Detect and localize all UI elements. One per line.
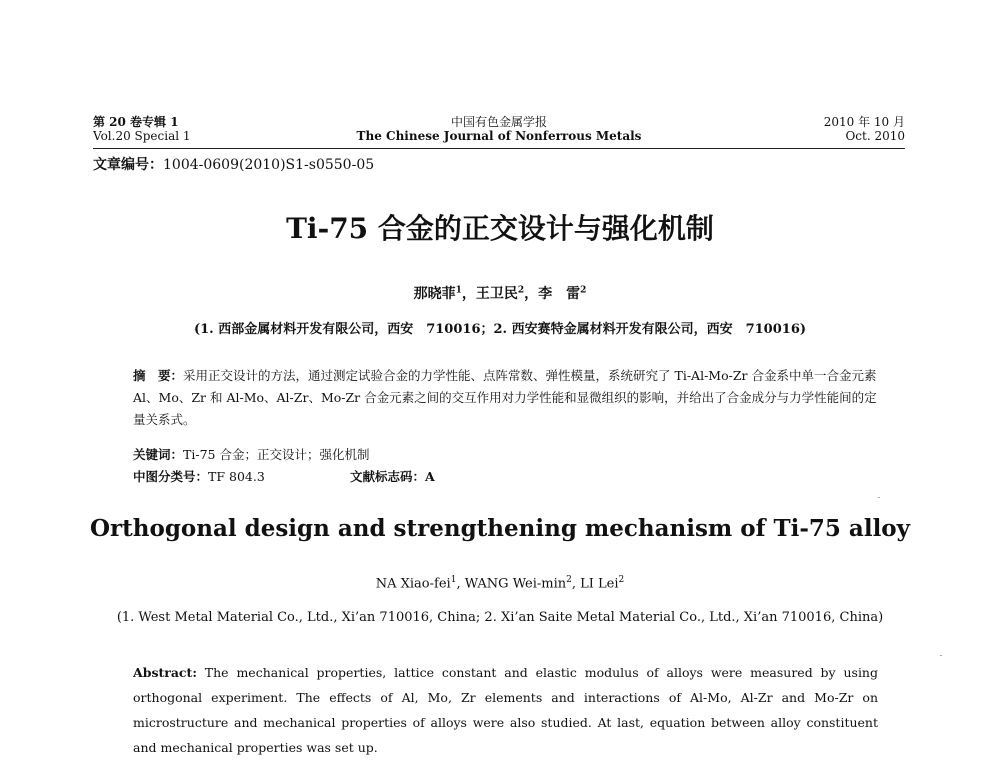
title-cn: Ti-75 合金的正交设计与强化机制 bbox=[286, 212, 714, 245]
volume-cn: 第 20 卷专辑 1 bbox=[93, 115, 179, 129]
keywords-cn bbox=[133, 445, 369, 463]
author-sup: 2 bbox=[566, 575, 572, 585]
clc-value: TF 804.3 bbox=[208, 469, 265, 484]
abstract-en-text: The mechanical properties, lattice constant and elastic modulus of alloys were measured by using orthogonal experiment. The effects of Al, Mo, Zr elements and interactions of Al-Mo, Al-Zr and Mo-Zr on microstructure and mechanical properties of alloys were also studied. At last, equation between alloy constituent and mechanical properties was set up. bbox=[133, 665, 878, 755]
abstract-cn-text: 采用正交设计的方法，通过测定试验合金的力学性能、点阵常数、弹性模量，系统研究了 Ti-Al-Mo-Zr 合金系中单一合金元素 Al、Mo、Zr 和 Al-Mo、Al-Zr、Mo-Zr 合金元素之间的交互作用对力学性能和显微组织的影响，并给出了合金成分与力学性能间的定量关系式。 bbox=[133, 368, 877, 427]
affiliation-en: (1. West Metal Material Co., Ltd., Xi’an 710016, China; 2. Xi’an Saite Metal Material Co., Ltd., Xi’an 710016, China) bbox=[116, 610, 884, 625]
author-cn: 王卫民 bbox=[475, 286, 518, 302]
journal-name-cn: 中国有色金属学报 bbox=[450, 115, 547, 129]
scan-speck bbox=[878, 497, 880, 498]
authors-en: NA Xiao-fei$^1$, WANG Wei-$\min^2$, LI Lei$^2$ bbox=[375, 575, 625, 592]
journal-name-en: The Chinese Journal of Nonferrous Metals bbox=[356, 129, 642, 143]
clc-number bbox=[133, 467, 265, 485]
title-en: Orthogonal design and strengthening mechanism of Ti-75 alloy bbox=[89, 515, 911, 542]
keywords-value: Ti-75 合金；正交设计；强化机制 bbox=[183, 447, 370, 462]
author-sup: 2 bbox=[618, 575, 625, 585]
date-cn: 2010 年 10 月 bbox=[823, 115, 905, 129]
article-number-value: 1004-0609(2010)S1-s0550-05 bbox=[163, 157, 375, 173]
running-header bbox=[93, 113, 905, 145]
doc-code-label: 文献标志码： bbox=[350, 469, 426, 484]
author-en: LI Lei bbox=[580, 576, 619, 592]
clc-label: 中图分类号： bbox=[133, 469, 209, 484]
date-en: Oct. 2010 bbox=[845, 129, 905, 143]
affiliation-cn: (1. 西部金属材料开发有限公司，西安 710016；2. 西安赛特金属材料开发有限公司，西安 710016) bbox=[193, 322, 807, 337]
document-code bbox=[350, 467, 435, 485]
author-sup: 2 bbox=[580, 285, 587, 296]
header-rule bbox=[93, 148, 905, 149]
authors-cn: 那晓菲$^1$，王卫民$^2$，李 雷$^2$ bbox=[413, 285, 587, 302]
keywords-label: 关键词： bbox=[133, 447, 184, 462]
author-en: NA Xiao-fei bbox=[375, 576, 451, 592]
doc-code-value: A bbox=[425, 469, 435, 484]
abstract-en-label: Abstract: bbox=[133, 665, 197, 680]
abstract-cn bbox=[133, 365, 878, 431]
abstract-cn-label: 摘 要： bbox=[133, 368, 184, 383]
author-sup: 1 bbox=[450, 575, 457, 585]
article-number-label: 文章编号： bbox=[93, 157, 163, 173]
volume-en: Vol.20 Special 1 bbox=[93, 129, 191, 143]
author-en: WANG Wei-min bbox=[464, 576, 567, 592]
author-cn: 李 雷 bbox=[538, 286, 581, 302]
article-number bbox=[93, 154, 374, 174]
author-cn: 那晓菲 bbox=[413, 286, 456, 302]
author-sup: 1 bbox=[455, 285, 462, 296]
scan-speck bbox=[940, 655, 942, 656]
author-sup: 2 bbox=[517, 285, 525, 296]
abstract-en bbox=[133, 660, 878, 760]
